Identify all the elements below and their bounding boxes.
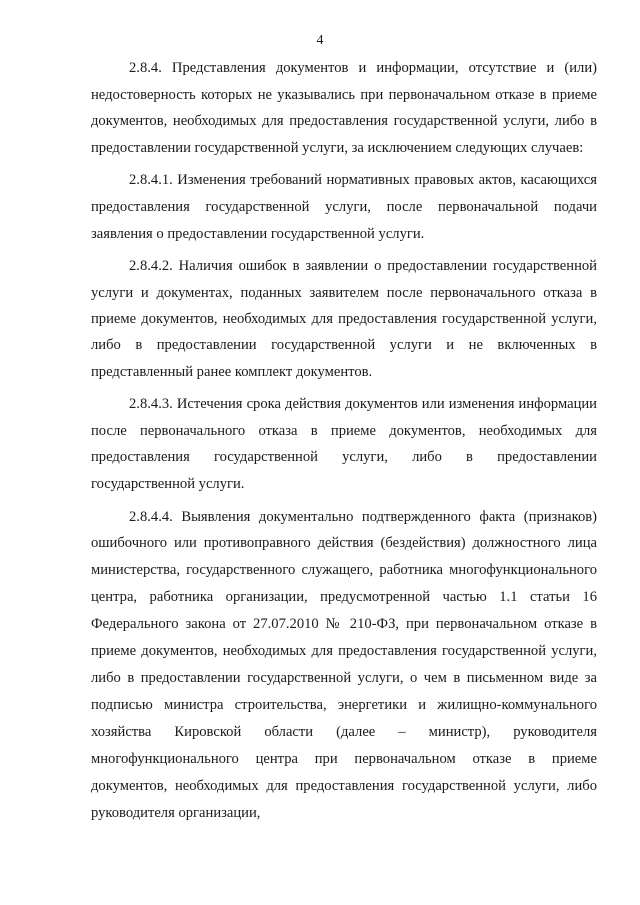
- page-number: 4: [316, 33, 324, 48]
- document-body: [91, 55, 597, 826]
- paragraph-2-8-4-2: 2.8.4.2. Наличия ошибок в заявлении о предоставлении государственной услуги и документах, поданных заявителем после первоначального отказа в приеме документов, необходимых для предоставления государственной услуги, либо в предоставлении государственной услуги и не включенных в представленный ранее комплект документов.: [91, 258, 597, 380]
- paragraph-2-8-4-1: 2.8.4.1. Изменения требований нормативных правовых актов, касающихся предоставления государственной услуги, после первоначальной подачи заявления о предоставлении государственной услуги.: [91, 172, 597, 242]
- paragraph-2-8-4: 2.8.4. Представления документов и информации, отсутствие и (или) недостоверность которых не указывались при первоначальном отказе в приеме документов, необходимых для предоставления государственной услуги, либо в предоставлении государственной услуги, за исключением следующих случаев:: [91, 60, 597, 156]
- paragraph-2-8-4-3: 2.8.4.3. Истечения срока действия документов или изменения информации после первоначального отказа в приеме документов, необходимых для предоставления государственной услуги, либо в предоставлении государственной услуги.: [91, 396, 597, 492]
- paragraph-2-8-4-4: 2.8.4.4. Выявления документально подтвержденного факта (признаков) ошибочного или противоправного действия (бездействия) должностного лица министерства, государственного служащего, работника многофункционального центра, работника организации, предусмотренной частью 1.1 статьи 16 Федерального закона от 27.07.2010 № 210-ФЗ, при первоначальном отказе в приеме документов, необходимых для предоставления государственной услуги, либо в предоставлении государственной услуги, о чем в письменном виде за подписью министра строительства, энергетики и жилищно-коммунального хозяйства Кировской области (далее – министр), руководителя многофункционального центра при первоначальном отказе в приеме документов, необходимых для предоставления государственной услуги, либо руководителя организации,: [91, 508, 597, 821]
